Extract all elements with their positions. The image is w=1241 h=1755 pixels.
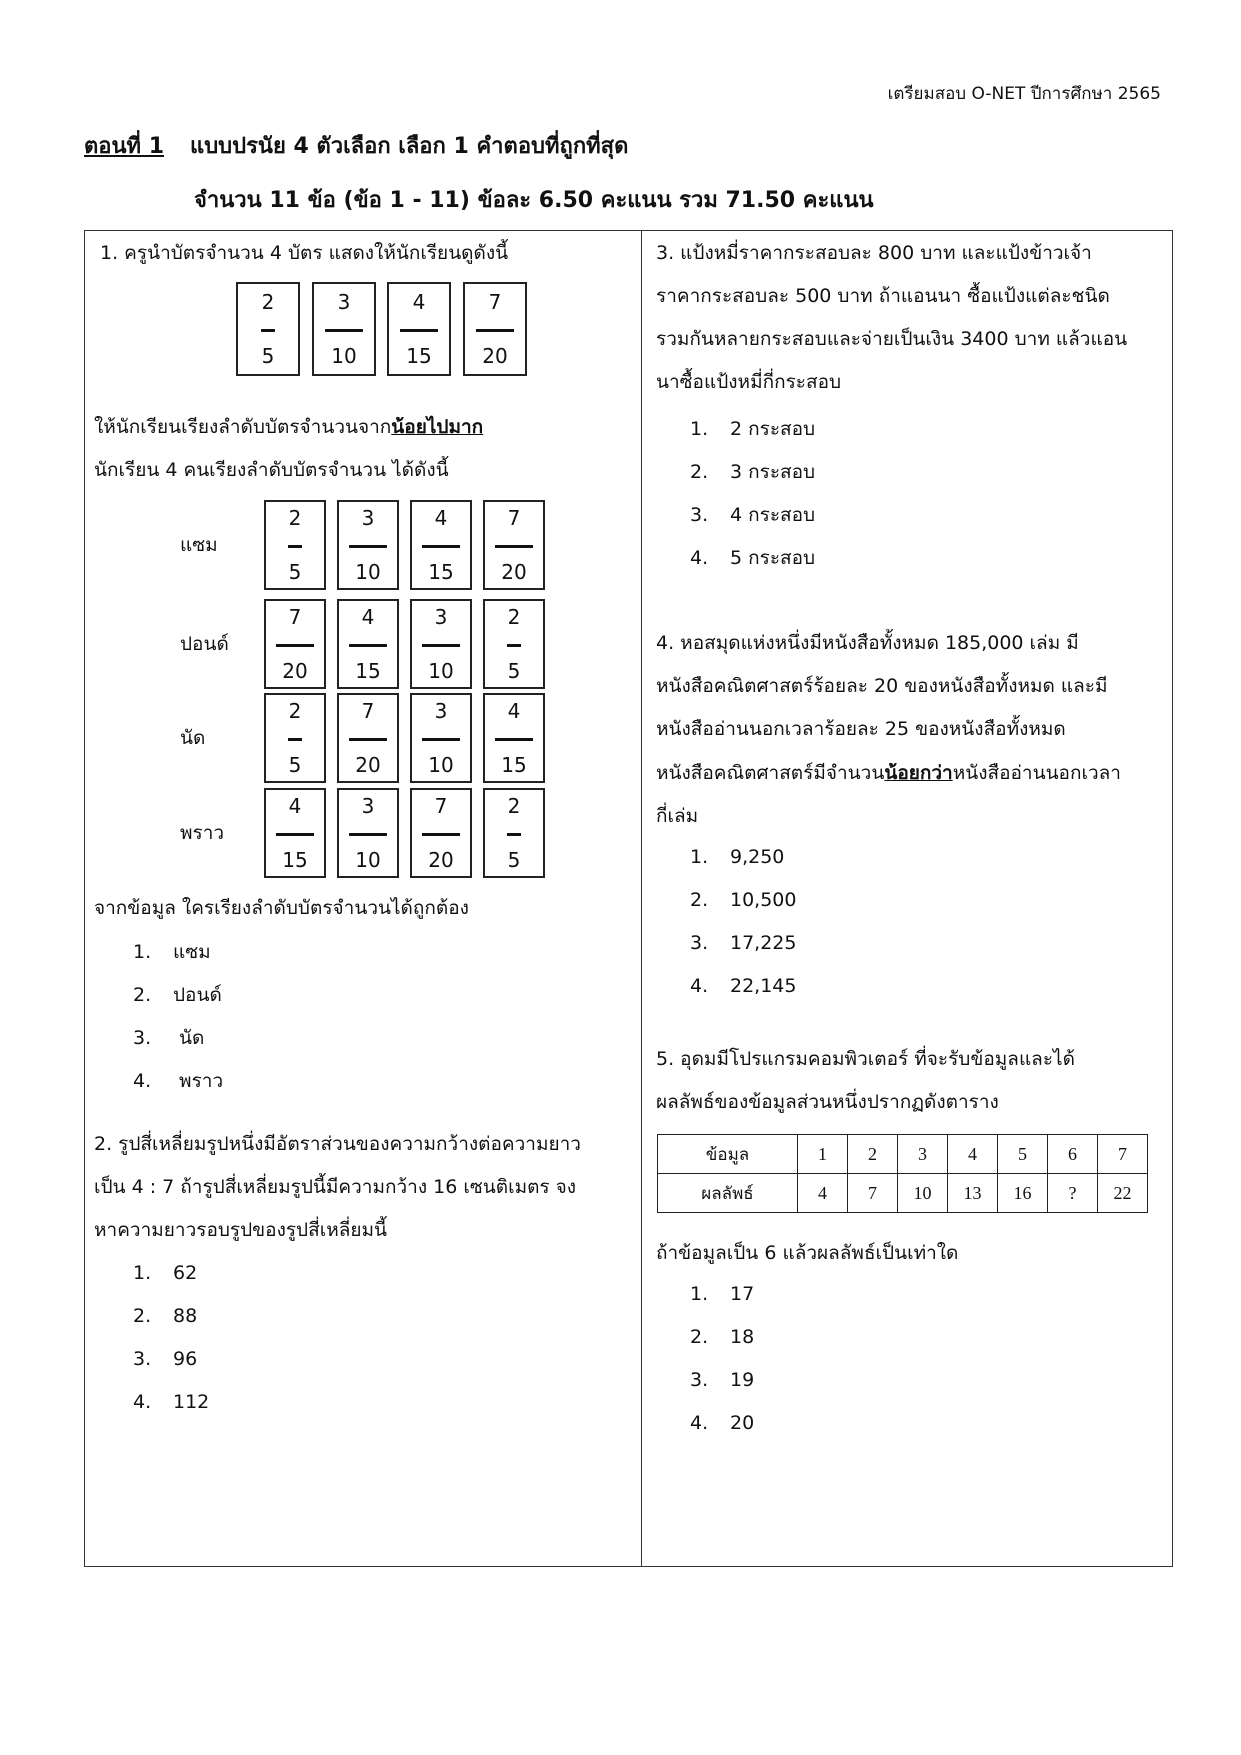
q5-table-cell: 2 [848, 1135, 898, 1174]
fraction-bar [276, 644, 314, 647]
part-label: ตอนที่ 1 [84, 134, 165, 159]
fraction-bar [507, 644, 521, 647]
answer-option [133, 980, 222, 1010]
q1-instruction-emphasis: น้อยไปมาก [391, 416, 484, 438]
answer-text: 62 [173, 1262, 198, 1284]
answer-number: 2. [133, 1305, 152, 1327]
fraction-bar [288, 738, 302, 741]
fraction-numerator: 2 [507, 794, 521, 818]
column-divider [641, 231, 642, 1566]
fraction-numerator: 4 [412, 290, 426, 314]
fraction-bar [400, 329, 438, 332]
q5-table-cell: 4 [948, 1135, 998, 1174]
answer-number: 2. [133, 984, 152, 1006]
student-name: นัด [180, 727, 206, 749]
q5-table-cell: 5 [998, 1135, 1048, 1174]
text-line: รวมกันหลายกระสอบและจ่ายเป็นเงิน 3400 บาท แล้วแอน [656, 328, 1128, 350]
answer-number: 4. [133, 1070, 152, 1092]
answer-text: 3 กระสอบ [730, 461, 816, 483]
q5-table-cell: 3 [898, 1135, 948, 1174]
fraction-bar [288, 545, 302, 548]
fraction-numerator: 3 [337, 290, 351, 314]
fraction-numerator: 2 [288, 506, 302, 530]
q1-instruction-text: ให้นักเรียนเรียงลำดับบัตรจำนวนจาก [94, 416, 392, 438]
fraction-numerator: 4 [507, 699, 521, 723]
answer-number: 4. [133, 1391, 152, 1413]
fraction-denominator: 20 [355, 753, 381, 777]
fraction-denominator: 5 [288, 560, 302, 584]
fraction-card [483, 599, 545, 689]
fraction-bar [507, 833, 521, 836]
answer-number: 3. [133, 1348, 152, 1370]
fraction-denominator: 10 [428, 659, 454, 683]
answer-option [690, 932, 796, 954]
q4-line4 [656, 760, 1121, 786]
q4-line4-suffix: หนังสืออ่านนอกเวลา [952, 762, 1121, 784]
answer-text: ปอนด์ [173, 984, 222, 1006]
fraction-denominator: 5 [507, 848, 521, 872]
answer-text: 20 [730, 1412, 755, 1434]
fraction-denominator: 10 [355, 560, 381, 584]
fraction-numerator: 3 [361, 794, 375, 818]
answer-option [133, 1348, 197, 1370]
fraction-numerator: 3 [361, 506, 375, 530]
fraction-numerator: 2 [288, 699, 302, 723]
part-title [84, 128, 628, 163]
answer-option [133, 1391, 209, 1413]
fraction-denominator: 15 [282, 848, 308, 872]
text-line: นาซื้อแป้งหมี่กี่กระสอบ [656, 371, 842, 393]
fraction-bar [349, 738, 387, 741]
answer-number: 1. [690, 846, 709, 868]
answer-option [690, 1326, 754, 1348]
part-subtitle: จำนวน 11 ข้อ (ข้อ 1 - 11) ข้อละ 6.50 คะแนน รวม 71.50 คะแนน [194, 188, 874, 213]
fraction-bar [349, 545, 387, 548]
fraction-card [410, 599, 472, 689]
q5-table-cell: 6 [1048, 1135, 1098, 1174]
fraction-denominator: 5 [288, 753, 302, 777]
q5-table-label: ผลลัพธ์ [658, 1174, 798, 1213]
fraction-card [483, 500, 545, 590]
answer-text: 10,500 [730, 889, 797, 911]
answer-option [133, 1066, 223, 1096]
fraction-card [337, 599, 399, 689]
fraction-numerator: 7 [361, 699, 375, 723]
answer-text: นัด [173, 1027, 205, 1049]
answer-number: 3. [690, 1369, 709, 1391]
fraction-card [387, 282, 451, 376]
answer-text: 2 กระสอบ [730, 418, 816, 440]
fraction-bar [495, 545, 533, 548]
fraction-bar [476, 329, 514, 332]
fraction-card [410, 500, 472, 590]
answer-text: 4 กระสอบ [730, 504, 816, 526]
fraction-card [264, 500, 326, 590]
answer-option [690, 975, 796, 997]
fraction-card [337, 500, 399, 590]
answer-text: 5 กระสอบ [730, 547, 816, 569]
answer-text: 9,250 [730, 846, 785, 868]
fraction-denominator: 15 [428, 560, 454, 584]
answer-option [690, 1412, 754, 1434]
q5-table-cell: 10 [898, 1174, 948, 1213]
text-line: 2. รูปสี่เหลี่ยมรูปหนึ่งมีอัตราส่วนของความกว้างต่อความยาว [94, 1133, 581, 1155]
q5-data-table [657, 1134, 1148, 1213]
fraction-card [410, 788, 472, 878]
answer-text: 96 [173, 1348, 198, 1370]
fraction-numerator: 3 [434, 605, 448, 629]
fraction-card [264, 599, 326, 689]
fraction-denominator: 15 [406, 344, 432, 368]
fraction-card [337, 788, 399, 878]
q5-table-cell: 4 [798, 1174, 848, 1213]
text-line: หนังสืออ่านนอกเวลาร้อยละ 25 ของหนังสือทั้งหมด [656, 718, 1066, 740]
fraction-bar [349, 644, 387, 647]
answer-text: 22,145 [730, 975, 797, 997]
fraction-denominator: 15 [501, 753, 527, 777]
q5-table-row-output [658, 1174, 1148, 1213]
fraction-denominator: 15 [355, 659, 381, 683]
fraction-numerator: 7 [488, 290, 502, 314]
q5-table-cell: 7 [1098, 1135, 1148, 1174]
answer-option [133, 1023, 204, 1053]
answer-number: 1. [133, 1262, 152, 1284]
answer-text: แซม [173, 941, 211, 963]
fraction-bar [495, 738, 533, 741]
answer-number: 1. [690, 1283, 709, 1305]
q1-line2: นักเรียน 4 คนเรียงลำดับบัตรจำนวน ได้ดังนี้ [94, 459, 449, 481]
fraction-numerator: 3 [434, 699, 448, 723]
part-instruction: แบบปรนัย 4 ตัวเลือก เลือก 1 คำตอบที่ถูกที่สุด [190, 134, 629, 159]
answer-text: 112 [173, 1391, 210, 1413]
q5-table-cell: ? [1048, 1174, 1098, 1213]
q5-table-label: ข้อมูล [658, 1135, 798, 1174]
q1-question: จากข้อมูล ใครเรียงลำดับบัตรจำนวนได้ถูกต้อง [94, 897, 469, 919]
q5-question: ถ้าข้อมูลเป็น 6 แล้วผลลัพธ์เป็นเท่าใด [656, 1242, 959, 1264]
answer-number: 4. [690, 975, 709, 997]
fraction-numerator: 2 [507, 605, 521, 629]
answer-text: 19 [730, 1369, 755, 1391]
fraction-card [483, 788, 545, 878]
fraction-numerator: 4 [288, 794, 302, 818]
q5-table-cell: 7 [848, 1174, 898, 1213]
fraction-denominator: 5 [507, 659, 521, 683]
answer-text: 18 [730, 1326, 755, 1348]
answer-option [690, 543, 815, 573]
fraction-numerator: 7 [434, 794, 448, 818]
text-line: หนังสือคณิตศาสตร์ร้อยละ 20 ของหนังสือทั้งหมด และมี [656, 675, 1108, 697]
answer-option [690, 414, 815, 444]
fraction-card [463, 282, 527, 376]
q4-line4-emphasis: น้อยกว่า [884, 762, 953, 784]
fraction-card [264, 693, 326, 783]
text-line: ผลลัพธ์ของข้อมูลส่วนหนึ่งปรากฏดังตาราง [656, 1091, 999, 1113]
fraction-denominator: 20 [482, 344, 508, 368]
answer-option [690, 846, 784, 868]
answer-option [690, 457, 815, 487]
fraction-denominator: 20 [282, 659, 308, 683]
answer-number: 2. [690, 461, 709, 483]
answer-option [690, 1369, 754, 1391]
q5-table-cell: 16 [998, 1174, 1048, 1213]
fraction-bar [422, 833, 460, 836]
fraction-denominator: 10 [428, 753, 454, 777]
q5-table-cell: 13 [948, 1174, 998, 1213]
fraction-bar [325, 329, 363, 332]
text-line: 4. หอสมุดแห่งหนึ่งมีหนังสือทั้งหมด 185,000 เล่ม มี [656, 632, 1079, 654]
fraction-card [312, 282, 376, 376]
q1-instruction [94, 414, 483, 440]
answer-text: 88 [173, 1305, 198, 1327]
student-name: แซม [180, 534, 218, 556]
q5-table-cell: 1 [798, 1135, 848, 1174]
fraction-card [337, 693, 399, 783]
fraction-card [410, 693, 472, 783]
student-name: ปอนด์ [180, 633, 229, 655]
answer-option [690, 500, 815, 530]
answer-text: 17,225 [730, 932, 797, 954]
fraction-denominator: 20 [501, 560, 527, 584]
fraction-denominator: 20 [428, 848, 454, 872]
student-name: พราว [180, 822, 225, 844]
text-line: หาความยาวรอบรูปของรูปสี่เหลี่ยมนี้ [94, 1219, 388, 1241]
answer-number: 3. [690, 932, 709, 954]
fraction-numerator: 4 [434, 506, 448, 530]
answer-number: 3. [133, 1027, 152, 1049]
answer-option [690, 889, 796, 911]
answer-text: 17 [730, 1283, 755, 1305]
q4-line4-prefix: หนังสือคณิตศาสตร์มีจำนวน [656, 762, 885, 784]
text-line: 3. แป้งหมี่ราคากระสอบละ 800 บาท และแป้งข้าวเจ้า [656, 242, 1092, 264]
fraction-card [264, 788, 326, 878]
q4-line5: กี่เล่ม [656, 805, 699, 827]
fraction-card [236, 282, 300, 376]
q5-table-row-input [658, 1135, 1148, 1174]
answer-text: พราว [173, 1070, 224, 1092]
fraction-bar [349, 833, 387, 836]
q1-prompt: 1. ครูนำบัตรจำนวน 4 บัตร แสดงให้นักเรียนดูดังนี้ [100, 242, 509, 264]
answer-option [133, 937, 211, 967]
fraction-card [483, 693, 545, 783]
answer-number: 1. [690, 418, 709, 440]
answer-number: 4. [690, 1412, 709, 1434]
fraction-denominator: 10 [331, 344, 357, 368]
fraction-bar [261, 329, 275, 332]
fraction-bar [422, 738, 460, 741]
answer-option [133, 1305, 197, 1327]
fraction-numerator: 2 [261, 290, 275, 314]
fraction-denominator: 5 [261, 344, 275, 368]
fraction-bar [276, 833, 314, 836]
text-line: 5. อุดมมีโปรแกรมคอมพิวเตอร์ ที่จะรับข้อมูลและได้ [656, 1048, 1075, 1070]
exam-header: เตรียมสอบ O-NET ปีการศึกษา 2565 [887, 84, 1161, 104]
answer-option [133, 1262, 197, 1284]
answer-number: 2. [690, 1326, 709, 1348]
q5-table-cell: 22 [1098, 1174, 1148, 1213]
text-line: เป็น 4 : 7 ถ้ารูปสี่เหลี่ยมรูปนี้มีความกว้าง 16 เซนติเมตร จง [94, 1176, 577, 1198]
fraction-bar [422, 644, 460, 647]
text-line: ราคากระสอบละ 500 บาท ถ้าแอนนา ซื้อแป้งแต่ละชนิด [656, 285, 1110, 307]
answer-number: 4. [690, 547, 709, 569]
fraction-numerator: 7 [507, 506, 521, 530]
answer-number: 3. [690, 504, 709, 526]
fraction-numerator: 4 [361, 605, 375, 629]
fraction-denominator: 10 [355, 848, 381, 872]
fraction-numerator: 7 [288, 605, 302, 629]
answer-option [690, 1283, 754, 1305]
fraction-bar [422, 545, 460, 548]
answer-number: 1. [133, 941, 152, 963]
answer-number: 2. [690, 889, 709, 911]
